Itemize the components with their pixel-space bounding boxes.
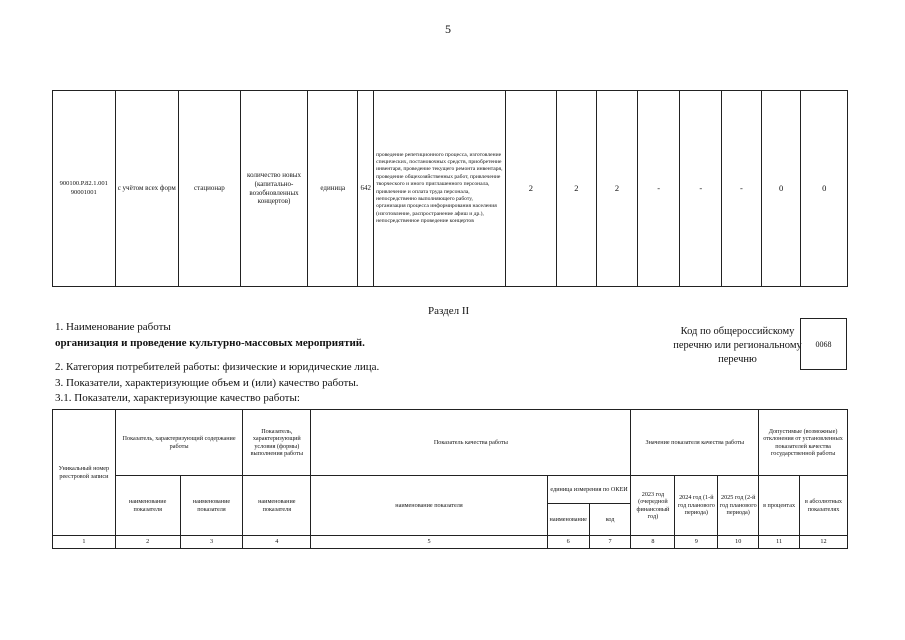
column-number: 5: [311, 536, 548, 549]
indicators-heading: 3. Показатели, характеризующие объем и (или) качество работы.: [55, 377, 359, 389]
column-number: 9: [675, 536, 718, 549]
content-form-cell: с учётом всех форм: [115, 91, 178, 287]
column-number: 3: [180, 536, 243, 549]
value-cell: 2: [597, 91, 638, 287]
description-cell: проведение репетиционного процесса, изготовление спецических, постановочных средств, приобретение инвентаря, проведение текущего ремонта инвентаря, проведение общехозяйственных работ, привлечение творческого и иного приглашенного персонала, привлечение и оплата труда персонала, непосредственно выполняющего работу, организация процесса информирования населения (изготовление, распространение афиш и др.), непосредственное проведение концертов: [374, 91, 506, 287]
header-name-2: наименование показателя: [180, 476, 243, 536]
value-cell: 2: [556, 91, 597, 287]
condition-cell: стационар: [178, 91, 240, 287]
header-absolute: в абсолютных показателях: [800, 476, 848, 536]
work-name: организация и проведение культурно-массовых мероприятий.: [55, 337, 365, 349]
code-box: [800, 318, 847, 370]
indicator-name-cell: количество новых (капитально-возобновленных концертов): [240, 91, 307, 287]
header-year-2024: 2024 год (1-й год планового периода): [675, 476, 718, 536]
header-year-2023: 2023 год (очередной финансовый год): [631, 476, 675, 536]
section-title: Раздел II: [428, 305, 470, 317]
column-number: 10: [718, 536, 759, 549]
header-content-group: Показатель, характеризующий содержание работы: [115, 410, 243, 476]
header-percent: в процентах: [759, 476, 800, 536]
value-cell: -: [637, 91, 680, 287]
okei-code-cell: 642: [358, 91, 374, 287]
value-cell: -: [680, 91, 722, 287]
work-volume-table: [52, 90, 848, 287]
column-number: 8: [631, 536, 675, 549]
column-number: 11: [759, 536, 800, 549]
header-okei-code: код: [589, 503, 631, 535]
column-number: 4: [243, 536, 311, 549]
column-number: 2: [115, 536, 180, 549]
header-registry: Уникальный номер реестровой записи: [53, 410, 116, 536]
quality-heading: 3.1. Показатели, характеризующие качество работы:: [55, 392, 300, 404]
column-number-row: [53, 536, 848, 549]
header-value-group: Значение показателя качества работы: [631, 410, 759, 476]
unit-cell: единица: [308, 91, 358, 287]
header-year-2025: 2025 год (2-й год планового периода): [718, 476, 759, 536]
table-row: [53, 91, 848, 287]
header-name-1: наименование показателя: [115, 476, 180, 536]
column-number: 6: [547, 536, 589, 549]
header-quality-group: Показатель качества работы: [311, 410, 631, 476]
column-number: 12: [800, 536, 848, 549]
header-condition-group: Показатель, характеризующий условия (формы) выполнения работы: [243, 410, 311, 476]
registry-number-cell: 900100.Р.82.1.001 90001001: [53, 91, 116, 287]
code-label: Код по общероссийскому перечню или региональному перечню: [673, 326, 802, 365]
header-okei-name: наименование: [547, 503, 589, 535]
code-value: 0068: [815, 339, 832, 349]
page-number: 5: [445, 22, 451, 36]
header-row: [53, 410, 848, 476]
work-name-label: 1. Наименование работы: [55, 321, 171, 333]
header-quality-name: наименование показателя: [311, 476, 548, 536]
column-number: 7: [589, 536, 631, 549]
column-number: 1: [53, 536, 116, 549]
value-cell: -: [722, 91, 762, 287]
value-cell: 0: [761, 91, 801, 287]
consumers-category: 2. Категория потребителей работы: физические и юридические лица.: [55, 361, 380, 373]
value-cell: 0: [801, 91, 848, 287]
header-deviation-group: Допустимые (возможные) отклонения от установленных показателей качества государственной работы: [759, 410, 848, 476]
value-cell: 2: [506, 91, 556, 287]
work-quality-table: [52, 409, 848, 549]
header-name-3: наименование показателя: [243, 476, 311, 536]
header-okei: единица измерения по ОКЕИ: [547, 476, 631, 504]
header-row: [53, 476, 848, 504]
